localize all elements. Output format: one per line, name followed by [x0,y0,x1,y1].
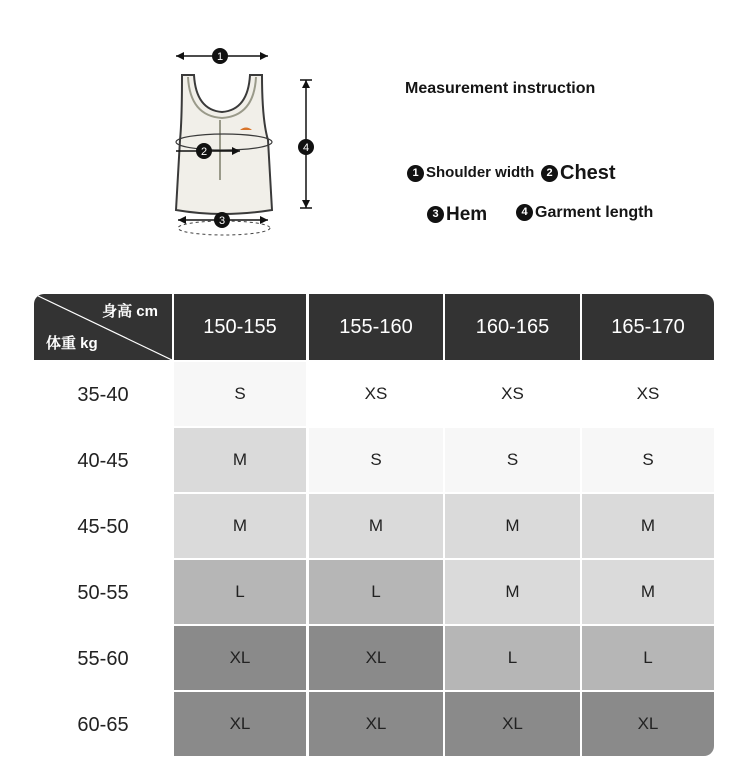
size-cell: M [309,494,443,558]
size-cell: L [582,626,714,690]
size-cell: XS [582,362,714,426]
number-4-icon: 4 [516,204,533,221]
legend-item-shoulder: 1 Shoulder width [407,164,534,182]
column-header: 155-160 [309,294,443,360]
row-label: 35-40 [77,383,129,406]
column-header: 150-155 [174,294,306,360]
legend-item-length: 4 Garment length [516,204,653,222]
legend-item-hem: 3 Hem [427,204,487,226]
size-table [34,294,714,756]
size-cell: S [309,428,443,492]
size-cell: M [445,560,580,624]
row-label: 45-50 [77,515,129,538]
size-cell: M [582,560,714,624]
size-cell: M [445,494,580,558]
table-corner-header [34,294,172,360]
size-cell: S [582,428,714,492]
measurement-legend [0,0,750,260]
row-label: 60-65 [77,713,129,736]
svg-text:3: 3 [218,215,226,227]
size-cell: XL [174,692,306,756]
height-axis-label: 身高 cm [102,303,158,320]
number-3-icon: 3 [427,206,444,223]
number-2-icon: 2 [541,165,558,182]
size-cell: XL [174,626,306,690]
number-1-icon: 1 [407,165,424,182]
size-cell: S [445,428,580,492]
row-label: 40-45 [77,449,129,472]
measurement-title: Measurement instruction [405,80,596,97]
size-cell: XL [309,626,443,690]
row-label: 50-55 [77,581,129,604]
row-label: 55-60 [77,647,129,670]
column-header: 165-170 [582,294,714,360]
size-cell: M [174,494,306,558]
size-cell: XL [309,692,443,756]
weight-axis-label: 体重 kg [46,335,98,352]
size-cell: XL [445,692,580,756]
svg-text:4: 4 [302,142,310,154]
size-cell: XS [445,362,580,426]
size-cell: XL [582,692,714,756]
size-cell: XS [309,362,443,426]
size-cell: M [582,494,714,558]
size-cell: L [309,560,443,624]
svg-text:1: 1 [216,51,224,63]
column-header: 160-165 [445,294,580,360]
svg-text:2: 2 [200,146,208,158]
size-cell: M [174,428,306,492]
size-cell: L [174,560,306,624]
size-cell: L [445,626,580,690]
legend-item-chest: 2 Chest [541,162,616,185]
size-cell: S [174,362,306,426]
